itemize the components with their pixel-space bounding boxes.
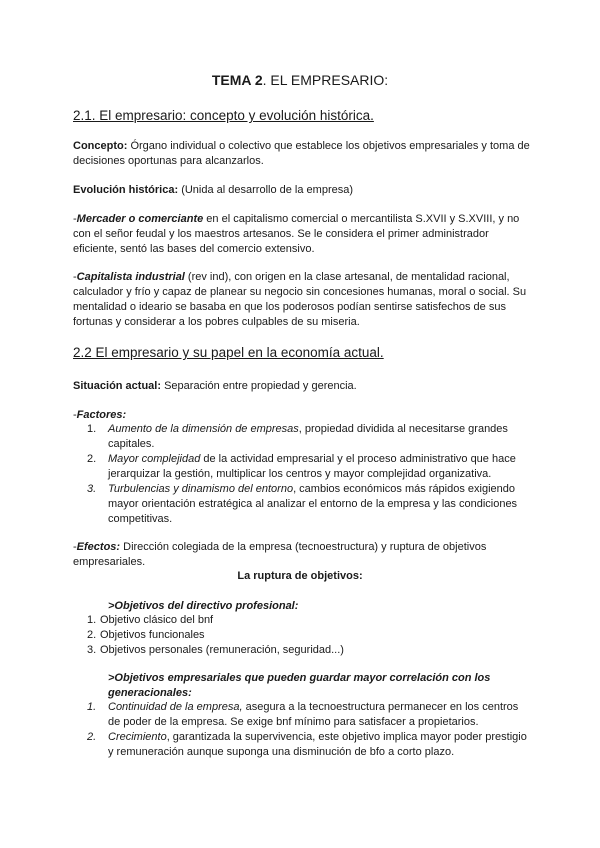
title-bold: TEMA 2 <box>211 72 263 88</box>
list-item <box>73 482 533 527</box>
concept-paragraph <box>73 139 533 169</box>
list-item <box>73 452 533 482</box>
list-item-number: 2. <box>87 731 97 743</box>
effects-text: Dirección colegiada de la empresa (tecnoestructura) y ruptura de objetivos empresariales. <box>73 541 487 568</box>
merchant-paragraph <box>73 212 533 257</box>
capitalist-paragraph <box>73 270 533 330</box>
list-item-text: de la actividad empresarial y el proceso administrativo que hace jerarquizar la gestión, multiplicar los centros y mayor complejidad organizativa. <box>108 453 516 480</box>
business-heading: >Objetivos empresariales que pueden guardar mayor correlación con los generacionales: <box>108 672 491 699</box>
directive-heading: >Objetivos del directivo profesional: <box>108 600 299 612</box>
list-item-italic: Aumento de la dimensión de empresas <box>108 423 299 435</box>
list-item-number: 3. <box>87 483 97 495</box>
list-item-number: 2. <box>87 629 97 641</box>
section1-heading: 2.1. El empresario: concepto y evolución histórica. <box>73 108 374 123</box>
rupture-title: La ruptura de objetivos: <box>237 570 363 582</box>
factors-label: Factores: <box>76 409 127 421</box>
situation-paragraph <box>73 379 533 394</box>
capitalist-prefix: - <box>73 271 77 283</box>
document-title <box>0 72 600 88</box>
list-item-italic: Turbulencias y dinamismo del entorno <box>108 483 294 495</box>
list-item-italic: Mayor complejidad <box>108 453 201 465</box>
business-list <box>73 700 533 760</box>
situation-label: Situación actual: <box>73 380 162 392</box>
list-item-number: 3. <box>87 644 97 656</box>
list-item-number: 1. <box>87 423 97 435</box>
evolution-text: (Unida al desarrollo de la empresa) <box>178 184 354 196</box>
list-item <box>73 730 533 760</box>
list-item-number: 1. <box>87 614 97 626</box>
list-item <box>73 613 533 628</box>
list-item-number: 1. <box>87 701 97 713</box>
title-rest: . EL EMPRESARIO: <box>262 72 389 88</box>
list-item-text: Objetivo clásico del bnf <box>100 614 214 626</box>
effects-paragraph <box>73 540 533 570</box>
list-item-italic: Continuidad de la empresa, <box>108 701 243 713</box>
factors-heading <box>73 408 533 423</box>
merchant-prefix: - <box>73 213 77 225</box>
concept-label: Concepto: <box>73 140 128 152</box>
concept-text: Órgano individual o colectivo que establece los objetivos empresariales y toma de decisiones oportunas para alcanzarlos. <box>73 140 530 167</box>
list-item-text: asegura a la tecnoestructura permanecer en los centros de poder de la empresa. Se exige bnf mínimo para satisfacer a propietarios. <box>108 701 519 728</box>
list-item-italic: Crecimiento <box>108 731 167 743</box>
list-item-text: , garantizada la supervivencia, este objetivo implica mayor poder prestigio y remuneración aunque suponga una disminución de bfo a corto plazo. <box>108 731 527 758</box>
list-item <box>73 700 533 730</box>
situation-text: Separación entre propiedad y gerencia. <box>161 380 357 392</box>
directive-list <box>73 613 533 658</box>
list-item <box>73 422 533 452</box>
merchant-text: en el capitalismo comercial o mercantilista S.XVII y S.XVIII, y no con el señor feudal y los maestros artesanos. Se le considera el primer administrador eficiente, sentó las bases del comercio extensivo. <box>73 213 520 255</box>
list-item-number: 2. <box>87 453 97 465</box>
merchant-label: Mercader o comerciante <box>76 213 204 225</box>
factors-prefix: - <box>73 409 77 421</box>
list-item <box>73 628 533 643</box>
list-item-text: Objetivos personales (remuneración, seguridad...) <box>100 644 344 656</box>
factors-list <box>73 422 533 527</box>
list-item-text: , propiedad dividida al necesitarse grandes capitales. <box>108 423 508 450</box>
effects-prefix: - <box>73 541 77 553</box>
capitalist-text: (rev ind), con origen en la clase artesanal, de mentalidad racional, calculador y frío y capaz de planear su negocio sin concesiones humanas, moral o social. Su mentalidad o ideario se basaba en que los poderosos podían sentirse satisfechos de sus fortunas y considerar a los pobres culpables de su miseria. <box>73 271 527 328</box>
list-item-text: , cambios económicos más rápidos exigiendo mayor orientación estratégica al analizar el entorno de la empresa y las condiciones competitivas. <box>108 483 518 525</box>
list-item-text: Objetivos funcionales <box>100 629 205 641</box>
evolution-label: Evolución histórica: <box>73 184 179 196</box>
section2-heading: 2.2 El empresario y su papel en la economía actual. <box>73 345 384 360</box>
list-item <box>73 643 533 658</box>
capitalist-label: Capitalista industrial <box>76 271 185 283</box>
effects-label: Efectos: <box>76 541 121 553</box>
evolution-paragraph <box>73 183 533 198</box>
